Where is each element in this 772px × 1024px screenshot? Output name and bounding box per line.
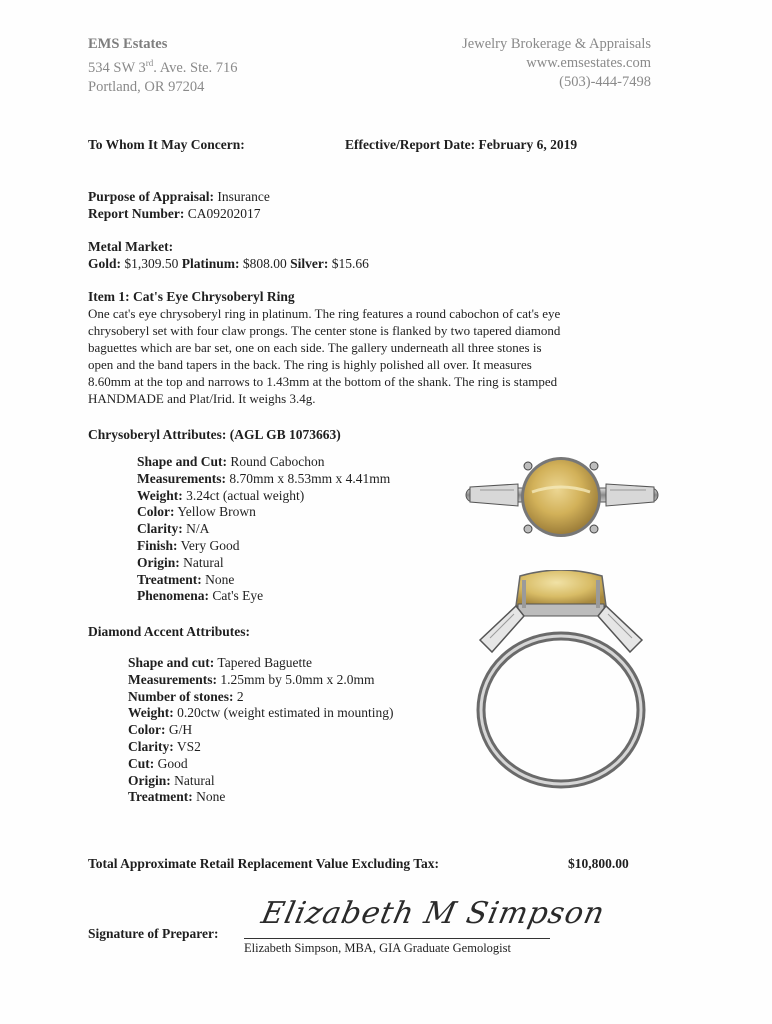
platinum-price: $808.00 xyxy=(242,256,287,271)
attr-value: 2 xyxy=(233,688,244,704)
attr-label: Color: xyxy=(128,722,166,738)
attr-value: Yellow Brown xyxy=(174,504,256,520)
attr-label: Treatment: xyxy=(137,571,202,587)
attr-label: Clarity: xyxy=(128,738,174,754)
attr-label: Shape and cut: xyxy=(128,655,215,670)
report-number-line xyxy=(88,205,261,222)
attr-label: Number of stones: xyxy=(128,688,234,704)
purpose-value: Insurance xyxy=(217,189,270,204)
attr-value: Cat's Eye xyxy=(209,588,264,604)
company-tagline: Jewelry Brokerage & Appraisals xyxy=(462,36,651,52)
attr-value: Round Cabochon xyxy=(227,454,325,469)
company-website: www.emsestates.com xyxy=(526,55,651,71)
attr-label: Measurements: xyxy=(128,671,217,687)
company-header xyxy=(88,35,238,97)
total-value: $10,800.00 xyxy=(568,856,629,871)
chrysoberyl-attr-row xyxy=(137,555,390,572)
company-contact xyxy=(462,35,651,92)
attr-value: 1.25mm by 5.0mm x 2.0mm xyxy=(216,671,375,687)
item-description-line: baguettes which are bar set, one on each side. The gallery underneath all three stones is xyxy=(88,340,542,355)
report-number-value: CA09202017 xyxy=(187,206,261,221)
silver-price: $15.66 xyxy=(331,256,369,271)
company-phone: (503)-444-7498 xyxy=(559,74,651,90)
attr-value: Natural xyxy=(179,554,224,570)
attr-value: N/A xyxy=(182,521,210,537)
attr-value: Natural xyxy=(170,772,215,788)
company-address-line2: Portland, OR 97204 xyxy=(88,78,205,95)
diamond-attr-row xyxy=(128,722,393,739)
attr-label: Finish: xyxy=(137,537,178,553)
item-title: Item 1: Cat's Eye Chrysoberyl Ring xyxy=(88,289,295,304)
attr-value: 8.70mm x 8.53mm x 4.41mm xyxy=(225,470,391,486)
chrysoberyl-attr-row xyxy=(137,488,390,505)
attr-value: Tapered Baguette xyxy=(214,655,313,670)
address-line1-prefix: 534 SW 3 xyxy=(88,59,146,76)
company-address-line1 xyxy=(88,54,238,78)
report-date: February 6, 2019 xyxy=(478,137,578,152)
attr-value: Good xyxy=(154,755,188,771)
address-line1-sup: rd xyxy=(145,58,154,68)
platinum-label: Platinum: xyxy=(181,256,240,271)
attr-value: G/H xyxy=(165,722,193,738)
diamond-attributes-title: Diamond Accent Attributes: xyxy=(88,624,250,639)
report-date-line xyxy=(345,136,577,153)
address-line1-suffix: . Ave. Ste. 716 xyxy=(153,59,238,76)
chrysoberyl-attributes-list xyxy=(137,454,390,605)
ring-side-view-image xyxy=(468,570,654,790)
attr-label: Cut: xyxy=(128,755,155,771)
item-description xyxy=(88,305,668,407)
total-label: Total Approximate Retail Replacement Value Excluding Tax: xyxy=(88,856,440,871)
diamond-attr-row xyxy=(128,773,393,790)
item-description-line: open and the band tapers in the back. The ring is highly polished all over. It measures xyxy=(88,357,532,372)
signature-label: Signature of Preparer: xyxy=(88,926,219,941)
gold-label: Gold: xyxy=(88,256,122,271)
item-description-line: One cat's eye chrysoberyl ring in platinum. The ring features a round cabochon of cat's eye xyxy=(88,306,561,321)
attr-label: Measurements: xyxy=(137,470,226,486)
company-name: EMS Estates xyxy=(88,36,168,52)
attr-label: Treatment: xyxy=(128,789,193,805)
item-description-line: 8.60mm at the top and narrows to 1.43mm at the bottom of the shank. The ring is stamped xyxy=(88,374,558,389)
chrysoberyl-attr-row xyxy=(137,588,390,605)
ring-top-view-image xyxy=(462,452,662,544)
attr-value: VS2 xyxy=(173,738,201,754)
metal-market-prices xyxy=(88,255,369,272)
attr-value: None xyxy=(201,571,235,587)
attr-value: Very Good xyxy=(177,537,240,553)
attr-label: Weight: xyxy=(128,705,174,721)
attr-label: Shape and Cut: xyxy=(137,454,228,469)
diamond-attr-row xyxy=(128,655,393,672)
diamond-attr-row xyxy=(128,705,393,722)
attr-label: Color: xyxy=(137,504,175,520)
report-date-label: Effective/Report Date: xyxy=(345,137,476,152)
attr-label: Origin: xyxy=(137,554,180,570)
purpose-label: Purpose of Appraisal: xyxy=(88,189,215,204)
diamond-attr-row xyxy=(128,756,393,773)
diamond-attr-row xyxy=(128,789,393,806)
chrysoberyl-attr-row xyxy=(137,572,390,589)
chrysoberyl-attr-row xyxy=(137,454,390,471)
metal-market-title: Metal Market: xyxy=(88,239,174,254)
report-number-label: Report Number: xyxy=(88,206,185,221)
gold-price: $1,309.50 xyxy=(124,256,179,271)
attr-label: Origin: xyxy=(128,772,171,788)
preparer-name: Elizabeth Simpson, MBA, GIA Graduate Gemologist xyxy=(244,941,511,955)
diamond-attr-row xyxy=(128,689,393,706)
diamond-attributes-list xyxy=(128,655,393,806)
chrysoberyl-attributes-title: Chrysoberyl Attributes: (AGL GB 1073663) xyxy=(88,427,341,442)
attr-label: Clarity: xyxy=(137,521,183,537)
signature-line xyxy=(244,938,550,939)
silver-label: Silver: xyxy=(290,256,329,271)
attr-label: Weight: xyxy=(137,487,183,503)
attr-label: Phenomena: xyxy=(137,588,209,604)
purpose-line xyxy=(88,188,270,205)
chrysoberyl-attr-row xyxy=(137,471,390,488)
attr-value: 0.20ctw (weight estimated in mounting) xyxy=(173,705,394,721)
item-description-line: chrysoberyl set with four claw prongs. The center stone is flanked by two tapered diamond xyxy=(88,323,561,338)
diamond-attr-row xyxy=(128,672,393,689)
chrysoberyl-attr-row xyxy=(137,538,390,555)
chrysoberyl-attr-row xyxy=(137,504,390,521)
salutation: To Whom It May Concern: xyxy=(88,137,245,152)
chrysoberyl-attr-row xyxy=(137,521,390,538)
item-description-line: HANDMADE and Plat/Irid. It weighs 3.4g. xyxy=(88,391,316,406)
handwritten-signature: Elizabeth M Simpson xyxy=(258,896,609,931)
diamond-attr-row xyxy=(128,739,393,756)
attr-value: 3.24ct (actual weight) xyxy=(182,487,305,503)
attr-value: None xyxy=(192,789,226,805)
